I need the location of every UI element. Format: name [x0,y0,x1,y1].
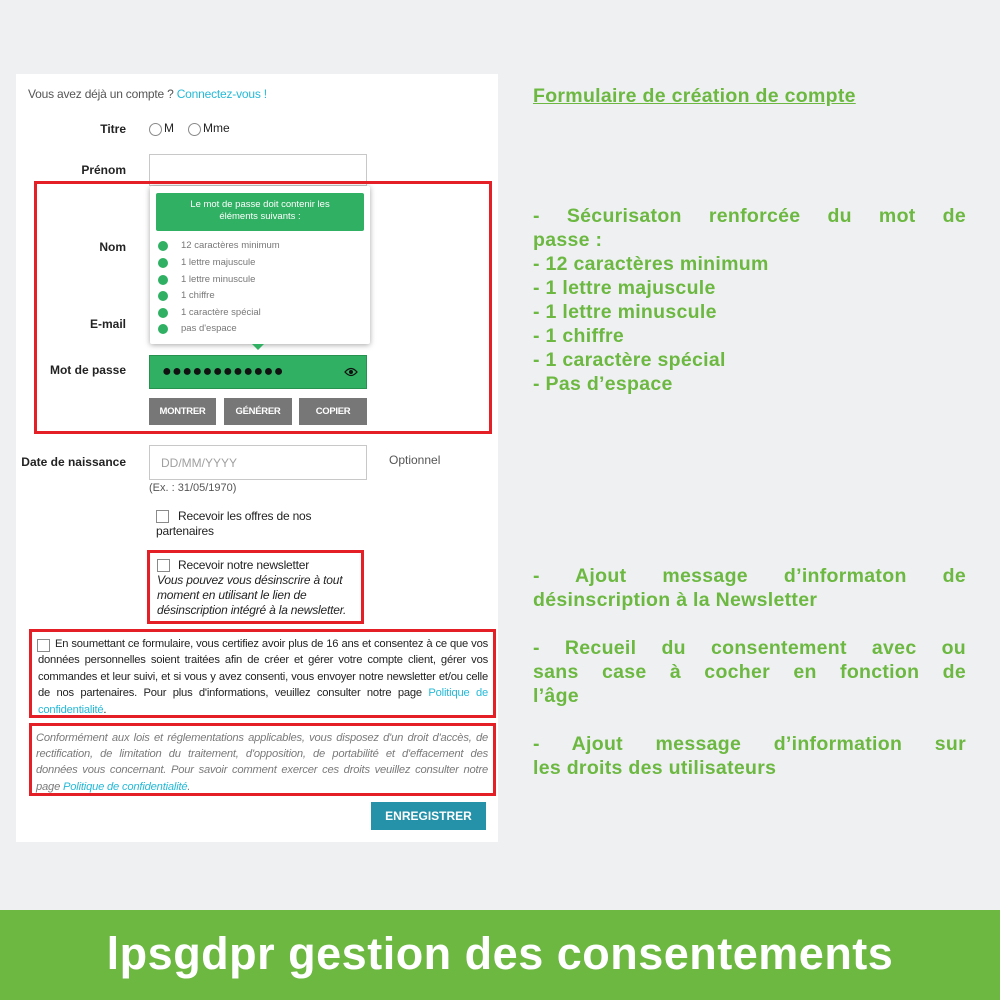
optional-label: Optionnel [389,453,441,467]
save-button[interactable]: ENREGISTRER [371,802,486,830]
title-option-mme: Mme [203,121,230,135]
show-password-button[interactable]: MONTRER [149,398,216,425]
criterion-lowercase: 1 lettre minuscule [158,274,255,285]
birthdate-hint: (Ex. : 31/05/1970) [149,482,237,494]
firstname-label: Prénom [81,163,126,177]
birthdate-label: Date de naissance [21,455,126,469]
birthdate-input[interactable] [149,445,367,480]
email-label: E-mail [89,317,126,331]
criterion-no-space: pas d'espace [158,323,237,334]
title-radio-m[interactable] [149,123,162,136]
title-label: Titre [100,122,126,136]
criterion-digit: 1 chiffre [158,290,215,301]
newsletter-info-line3: désinscription intégré à la newsletter. [157,603,347,617]
copy-password-button[interactable]: COPIER [299,398,367,425]
highlight-password-section [34,181,492,434]
consent-privacy-link[interactable]: Politique de confidentialité [38,687,488,716]
criterion-uppercase: 1 lettre majuscule [158,257,255,268]
partners-offers-label-line2: partenaires [156,524,214,538]
highlight-newsletter-section [147,550,364,624]
footer-title: lpsgdpr gestion des consentements [106,928,894,979]
features-title: Formulaire de création de compte [533,85,856,107]
password-features: - Sécurisaton renforcée du mot de passe : - 12 caractères minimum - 1 lettre majuscule - 1 lettre minuscule - 1 chiffre - 1 caractère spécial - Pas d’espace [533,205,966,395]
criterion-special: 1 caractère spécial [158,307,261,318]
title-option-m: M [164,121,174,135]
generate-password-button[interactable]: GÉNÉRER [224,398,292,425]
login-prompt: Vous avez déjà un compte ? Connectez-vous ! [28,87,267,101]
password-value: ●●●●●●●●●●●● [162,363,284,380]
newsletter-features: - Ajout message d’informaton de désinscription à la Newsletter [533,565,966,611]
consent-text: En soumettant ce formulaire, vous certifiez avoir plus de 16 ans et consentez à ce que vos données personnelles soient traitées afin de créer et gérer votre compte client, gérer vos commandes et leur suivi, et si vous y avez consenti, vous envoyer notre newsletter et/ou celle de nos partenaires. Pour plus d'informations, veuillez consulter notre page Politique de confidentialité. [38,638,488,716]
newsletter-info-line1: Vous pouvez vous désinscrire à tout [157,573,343,587]
birthdate-placeholder: DD/MM/YYYY [161,456,238,470]
user-rights-text: Conformément aux lois et réglementations applicables, vous disposez d'un droit d'accès, de rectification, de limitation du traitement, d'opposition, de portabilité et d'effacement des données vous concernant. Pour savoir comment exercer ces droits veuillez consulter notre page Politique de confidentialité. [36,732,488,793]
tooltip-header: Le mot de passe doit contenir les éléments suivants : [156,193,364,231]
login-link[interactable]: Connectez-vous ! [176,87,267,101]
newsletter-label: Recevoir notre newsletter [178,558,310,572]
rights-privacy-link[interactable]: Politique de confidentialité [63,780,188,793]
title-radio-mme[interactable] [188,123,201,136]
rights-features: - Ajout message d’information sur les droits des utilisateurs [533,733,966,779]
partners-offers-checkbox[interactable] [156,510,169,523]
lastname-label: Nom [99,240,126,254]
partners-offers-label-line1: Recevoir les offres de nos [178,509,312,523]
footer-banner [0,910,1000,1000]
consent-features: - Recueil du consentement avec ou sans case à cocher en fonction de l’âge [533,637,966,707]
newsletter-info-line2: moment en utilisant le lien de [157,588,307,602]
password-label: Mot de passe [49,363,126,377]
criterion-length: 12 caractères minimum [158,240,280,251]
